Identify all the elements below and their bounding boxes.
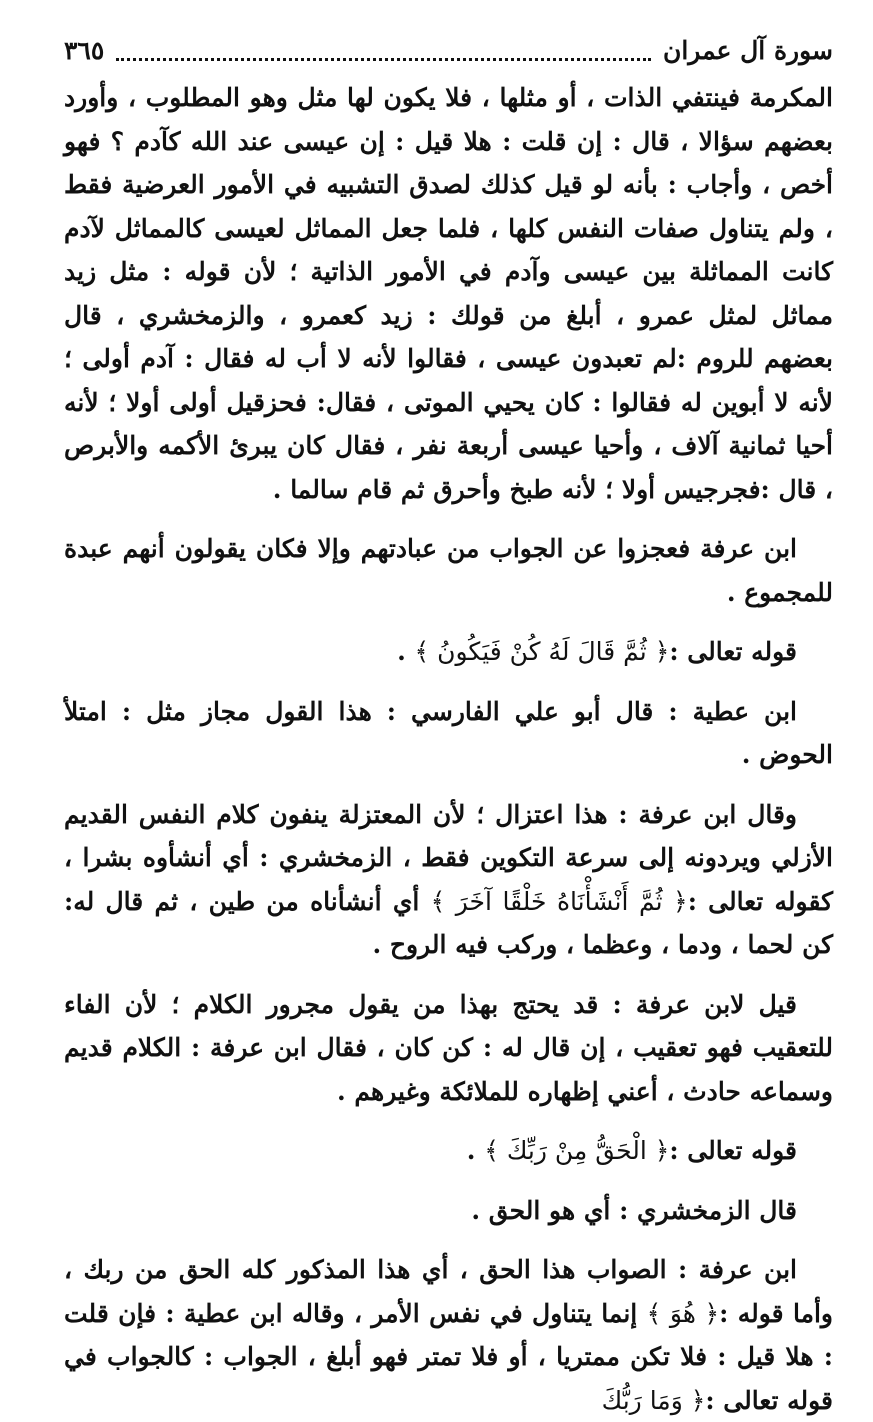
text-run: قال الزمخشري : أي هو الحق . [471, 1195, 797, 1225]
text-run: . [466, 1136, 485, 1165]
paragraph [64, 793, 833, 967]
running-header [64, 30, 833, 70]
quran-quote: ﴿ ثُمَّ قَالَ لَهُ كُنْ فَيَكُونُ ﴾ [414, 637, 670, 666]
paragraph [64, 690, 833, 777]
text-run: قوله تعالى : [669, 1136, 797, 1165]
paragraph [64, 76, 833, 511]
quran-quote: ﴿ ثُمَّ أَنْشَأْنَاهُ خَلْقًا آخَرَ ﴾ [430, 886, 688, 916]
paragraph [64, 1129, 833, 1173]
paragraph [64, 1248, 833, 1422]
text-run: المكرمة فينتفي الذات ، أو مثلها ، فلا يكون لها مثل وهو المطلوب ، وأورد بعضهم سؤالا ، قال : إن قلت : هلا قيل : إن عيسى عند الله كآدم ؟ فهو أخص ، وأجاب : بأنه لو قيل كذلك لصدق التشبيه في الأمور العرضية فقط ، ولم يتناول صفات النفس كلها ، فلما جعل المماثل لعيسى كالمماثل لآدم كانت المماثلة بين عيسى وآدم في الأمور الذاتية ؛ لأن قوله : مثل زيد مماثل لمثل عمرو ، أبلغ من قولك : زيد كعمرو ، والزمخشري ، قال بعضهم للروم :لم تعبدون عيسى ، فقالوا لأنه لا أب له فقال : آدم أولى ؛ لأنه لا أبوين له فقالوا : كان يحيي الموتى ، فقال: فحزقيل أولى أولا ؛ لأنه أحيا ثمانية آلاف ، وأحيا عيسى أربعة نفر ، فقال كان يبرئ الأكمه والأبرص ، قال :فجرجيس أولا ؛ لأنه طبخ وأحرق ثم قام سالما . [64, 83, 834, 504]
text-run: أي أنشأناه من طين ، ثم قال له: كن لحما ، ودما ، وعظما ، وركب فيه الروح . [64, 886, 833, 959]
text-run: ابن عطية : قال أبو علي الفارسي : هذا القول مجاز مثل : امتلأ الحوض . [64, 696, 833, 769]
quran-quote: ﴿ الْحَقُّ مِنْ رَبِّكَ ﴾ [484, 1136, 670, 1165]
text-run: إنما يتناول في نفس الأمر ، وقاله ابن عطية : فإن قلت : هلا قيل : فلا تكن ممتريا ، أو فلا تمتر فهو أبلغ ، الجواب : كالجواب في قوله تعالى : [64, 1298, 833, 1415]
paragraph [64, 983, 833, 1114]
book-page [64, 30, 834, 1415]
text-run: قيل لابن عرفة : قد يحتج بهذا من يقول مجرور الكلام ؛ لأن الفاء للتعقيب فهو تعقيب ، إن قال له : كن كان ، فقال ابن عرفة : الكلام قديم وسماعه حادث ، أعني إظهاره للملائكة وغيرهم . [64, 989, 833, 1106]
page-number: ٣٦٥ [64, 35, 105, 65]
dotted-leader [116, 40, 651, 61]
text-run: قوله تعالى : [669, 637, 797, 666]
surah-title: سورة آل عمران [662, 35, 833, 65]
paragraph [64, 527, 833, 614]
text-run: . [397, 637, 415, 666]
body-text [64, 76, 833, 1422]
quran-quote: ﴿ هُوَ ﴾ [646, 1298, 720, 1328]
text-run: وقال ابن عرفة : هذا اعتزال ؛ لأن المعتزلة ينفون كلام النفس القديم الأزلي ويردونه إلى سرعة التكوين فقط ، الزمخشري : أي أنشأوه بشرا ، كقوله تعالى : [64, 799, 834, 916]
paragraph [64, 1189, 833, 1233]
text-run: ابن عرفة فعجزوا عن الجواب من عبادتهم وإلا فكان يقولون أنهم عبدة للمجموع . [64, 534, 833, 607]
text-run: ابن عرفة : الصواب هذا الحق ، أي هذا المذكور كله الحق من ربك ، وأما قوله : [64, 1255, 833, 1328]
paragraph [64, 630, 833, 674]
quran-quote: ﴿ وَمَا رَبُّكَ [601, 1385, 706, 1415]
